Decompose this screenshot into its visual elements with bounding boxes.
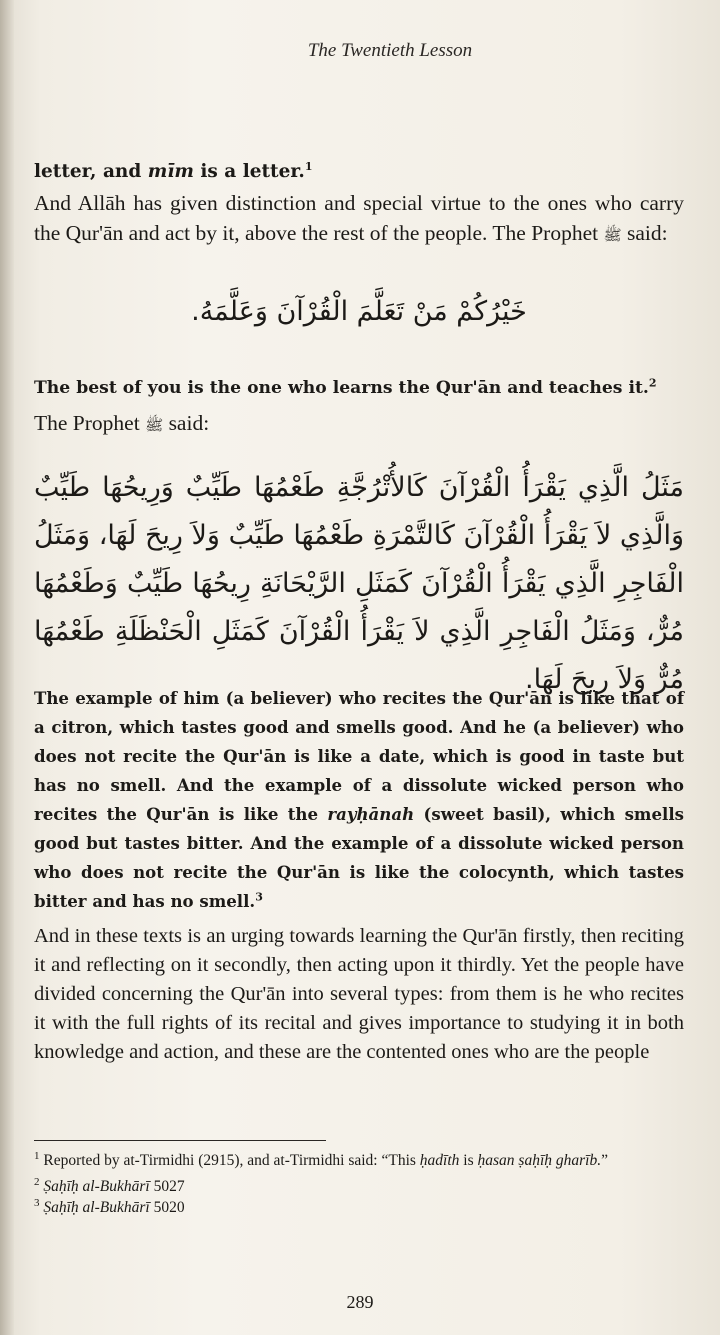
footnote-1-text: Reported by at-Tirmidhi (2915), and at-Tirmidhi said: “This: [39, 1152, 420, 1169]
footnote-1-number: 1: [34, 1149, 40, 1162]
book-spine-shadow: [0, 0, 14, 1335]
footnote-ref-3[interactable]: 3: [255, 890, 263, 904]
line1-text-start: letter, and: [34, 160, 148, 182]
hadith-1-arabic-block: [34, 296, 684, 327]
footnote-ref-2[interactable]: 2: [648, 376, 657, 390]
hadith-2-translation-block: [34, 667, 684, 932]
term-rayhanah: rayḥānah: [327, 803, 415, 824]
footnote-1-term-hadith: ḥadīth: [419, 1152, 460, 1169]
footnote-2: [34, 1176, 684, 1197]
footnote-3-number: 3: [34, 1196, 40, 1209]
hadith-1-english: The best of you is the one who learns the Qur'ān and teaches it.: [34, 378, 649, 399]
para1-end: said:: [621, 221, 668, 245]
hadith-2-arabic: مَثَلُ الَّذِي يَقْرَأُ الْقُرْآنَ كَالأُتْرُجَّةِ طَعْمُهَا طَيِّبٌ وَرِيحُهَا طَيِّبٌ وَالَّذِي لاَ يَقْرَأُ الْقُرْآنَ كَالتَّمْرَةِ طَعْمُهَا طَيِّبٌ وَلاَ رِيحَ لَهَا، وَمَثَلُ الْفَاجِرِ الَّذِي يَقْرَأُ الْقُرْآنَ كَمَثَلِ الرَّيْحَانَةِ رِيحُهَا طَيِّبٌ وَطَعْمُهَا مُرٌّ، وَمَثَلُ الْفَاجِرِ الَّذِي لاَ يَقْرَأُ الْقُرْآنَ كَمَثَلِ الْحَنْظَلَةِ طَعْمُهَا مُرٌّ وَلاَ رِيحَ لَهَا.: [34, 472, 684, 695]
footnote-2-ref: 5027: [149, 1178, 185, 1195]
hadith-2-english-start: The example of him (a believer) who recites the Qur'ān is like that of a citron, which tastes good and smells good. And he (a believer) who does not recite the Qur'ān is like a date, which is good in taste but has no smell. And the example of a dissolute wicked person who recites the Qur'ān is like the: [34, 687, 684, 824]
running-title: The Twentieth Lesson: [307, 40, 473, 61]
footnote-1: [34, 1150, 684, 1171]
footnote-3: [34, 1197, 684, 1218]
paragraph-2: [34, 408, 684, 440]
honorific-glyph: ﷺ: [603, 226, 622, 244]
footnote-1-is: is: [459, 1152, 478, 1169]
para3-text: And in these texts is an urging towards learning the Qur'ān firstly, then reciting it and reflecting on it secondly, then acting upon it thirdly. Yet the people have divided concerning the Qur'ān into several types: from them is he who recites it with the full rights of its recital and gives importance to studying it in both knowledge and action, and these are the contented ones who are the people: [34, 925, 684, 1063]
footnote-2-book: Ṣaḥīḥ al-Bukhārī: [43, 1178, 150, 1195]
hadith-1-arabic: خَيْرُكُمْ مَنْ تَعَلَّمَ الْقُرْآنَ وَعَلَّمَهُ.: [191, 296, 527, 327]
page-number: 289: [346, 1292, 374, 1312]
paragraph-1: [34, 188, 684, 250]
honorific-glyph-2: ﷺ: [145, 416, 164, 434]
running-header: [0, 40, 720, 62]
footnote-ref-1[interactable]: 1: [304, 159, 313, 173]
para2-text: The Prophet: [34, 411, 140, 435]
footnotes: [34, 1150, 684, 1218]
footnote-3-ref: 5020: [149, 1199, 185, 1216]
paragraph-3: [34, 922, 684, 1067]
footnote-divider: [34, 1140, 326, 1141]
footnote-3-book: Ṣaḥīḥ al-Bukhārī: [43, 1199, 150, 1216]
hadith-2-english-end: (sweet basil), which smells good but tastes bitter. And the example of a dissolute wicked person who does not recite the Qur'ān is like the colocynth, which tastes bitter and has no smell.: [34, 803, 684, 911]
para2-end: said:: [163, 411, 210, 435]
footnote-1-grade: ḥasan ṣaḥīḥ gharīb.: [477, 1152, 602, 1169]
para1-text: And Allāh has given distinction and special virtue to the ones who carry the Qur'ān and act by it, above the rest of the people. The Prophet: [34, 191, 684, 245]
footnote-2-number: 2: [34, 1175, 40, 1188]
footnote-1-close-quote: ”: [601, 1152, 608, 1169]
term-mim: mīm: [147, 160, 194, 182]
line1-text-end: is a letter.: [193, 160, 305, 182]
